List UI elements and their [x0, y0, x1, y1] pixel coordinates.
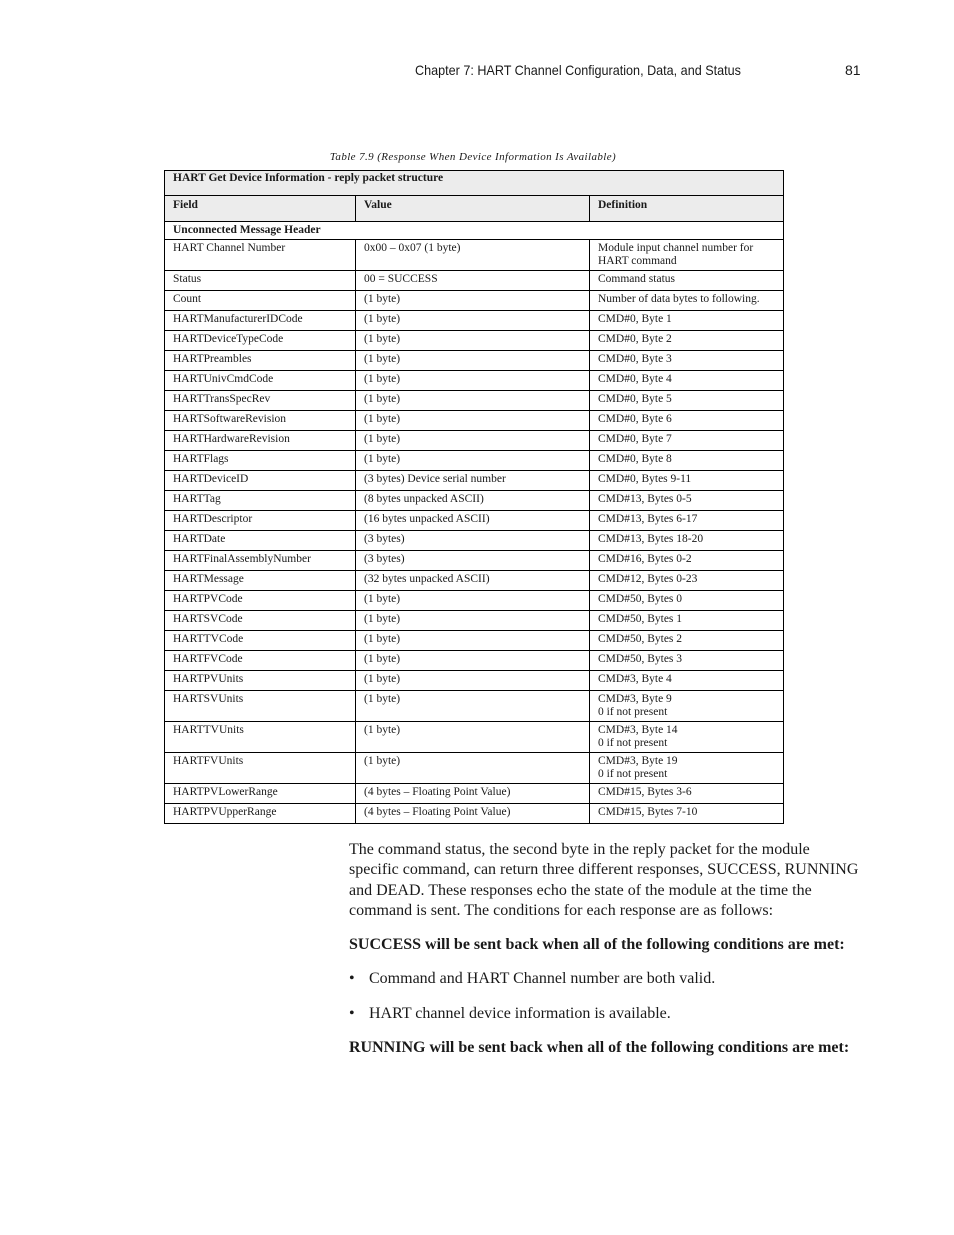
column-header-value: Value	[356, 196, 590, 222]
cell-definition	[590, 351, 784, 371]
table-row	[165, 804, 784, 824]
table-header-row	[165, 196, 784, 222]
cell-value: (3 bytes) Device serial number	[356, 471, 590, 491]
reply-packet-table	[164, 170, 784, 824]
cell-definition	[590, 451, 784, 471]
table-row	[165, 551, 784, 571]
cell-field: HARTDeviceID	[165, 471, 356, 491]
cell-value: 0x00 – 0x07 (1 byte)	[356, 240, 590, 271]
cell-value: 00 = SUCCESS	[356, 271, 590, 291]
definition-text: CMD#12, Bytes 0-23	[598, 573, 698, 585]
table-row	[165, 722, 784, 753]
table-row	[165, 591, 784, 611]
table-title-row	[165, 171, 784, 196]
cell-value: (1 byte)	[356, 691, 590, 722]
cell-field: HARTDate	[165, 531, 356, 551]
running-heading: RUNNING will be sent back when all of the following conditions are met:	[349, 1039, 850, 1057]
table-row	[165, 753, 784, 784]
cell-field: HARTFlags	[165, 451, 356, 471]
cell-definition	[590, 671, 784, 691]
definition-text: CMD#13, Bytes 18-20	[598, 533, 704, 545]
definition-text: CMD#0, Byte 5	[598, 393, 672, 405]
cell-value: (1 byte)	[356, 722, 590, 753]
table-row	[165, 611, 784, 631]
definition-text: CMD#0, Bytes 9-11	[598, 473, 692, 485]
cell-value: (4 bytes – Floating Point Value)	[356, 804, 590, 824]
intro-paragraph: The command status, the second byte in the reply packet for the module specific command, can return three different responses, SUCCESS, RUNNING and DEAD. These responses echo the state of the module at the time the command is sent. The conditions for each response are as follows:	[349, 841, 859, 919]
table-row	[165, 631, 784, 651]
cell-value: (1 byte)	[356, 371, 590, 391]
cell-definition	[590, 611, 784, 631]
table-row	[165, 471, 784, 491]
definition-text: CMD#50, Bytes 3	[598, 653, 683, 665]
cell-field: HARTSVCode	[165, 611, 356, 631]
cell-definition	[590, 240, 784, 271]
cell-definition	[590, 804, 784, 824]
cell-value: (32 bytes unpacked ASCII)	[356, 571, 590, 591]
cell-value: (1 byte)	[356, 351, 590, 371]
cell-value: (1 byte)	[356, 411, 590, 431]
definition-text: CMD#3, Byte 14	[598, 724, 678, 736]
running-header-chapter: Chapter 7: HART Channel Configuration, Data, and Status	[415, 62, 741, 78]
cell-definition	[590, 371, 784, 391]
cell-field: HARTPVUnits	[165, 671, 356, 691]
definition-text: CMD#15, Bytes 3-6	[598, 786, 692, 798]
cell-field: Status	[165, 271, 356, 291]
definition-text: CMD#0, Byte 4	[598, 373, 672, 385]
table-row	[165, 271, 784, 291]
definition-text: Command status	[598, 273, 675, 285]
cell-value: (1 byte)	[356, 753, 590, 784]
cell-field: HARTPVUpperRange	[165, 804, 356, 824]
cell-field: HARTFVCode	[165, 651, 356, 671]
cell-value: (1 byte)	[356, 671, 590, 691]
table-row	[165, 491, 784, 511]
cell-value: (1 byte)	[356, 631, 590, 651]
definition-text: CMD#0, Byte 6	[598, 413, 672, 425]
cell-field: HARTDescriptor	[165, 511, 356, 531]
cell-definition	[590, 631, 784, 651]
cell-definition	[590, 511, 784, 531]
cell-field: HARTSoftwareRevision	[165, 411, 356, 431]
cell-value: (16 bytes unpacked ASCII)	[356, 511, 590, 531]
page-number: 81	[845, 62, 861, 78]
bullet-symbol: •	[349, 970, 355, 988]
table-row	[165, 691, 784, 722]
definition-text: CMD#50, Bytes 1	[598, 613, 683, 625]
cell-definition	[590, 691, 784, 722]
cell-value: (1 byte)	[356, 451, 590, 471]
definition-note: 0 if not present	[598, 737, 668, 749]
cell-field: HARTPVCode	[165, 591, 356, 611]
bullet-text: Command and HART Channel number are both valid.	[369, 970, 716, 988]
cell-definition	[590, 784, 784, 804]
cell-definition	[590, 471, 784, 491]
cell-value: (1 byte)	[356, 291, 590, 311]
bullet-item	[349, 1004, 861, 1024]
definition-text: Number of data bytes to following.	[598, 293, 760, 305]
cell-definition	[590, 271, 784, 291]
cell-definition	[590, 411, 784, 431]
bullet-text: HART channel device information is available.	[369, 1004, 671, 1022]
cell-value: (1 byte)	[356, 611, 590, 631]
cell-field: HARTManufacturerIDCode	[165, 311, 356, 331]
cell-value: (1 byte)	[356, 431, 590, 451]
cell-field: HARTUnivCmdCode	[165, 371, 356, 391]
cell-field: HARTPVLowerRange	[165, 784, 356, 804]
cell-value: (1 byte)	[356, 331, 590, 351]
definition-text: CMD#0, Byte 2	[598, 333, 672, 345]
definition-text: CMD#0, Byte 1	[598, 313, 672, 325]
cell-field: HARTMessage	[165, 571, 356, 591]
table-row	[165, 331, 784, 351]
cell-value: (1 byte)	[356, 391, 590, 411]
cell-value: (1 byte)	[356, 591, 590, 611]
cell-value: (4 bytes – Floating Point Value)	[356, 784, 590, 804]
definition-text: CMD#0, Byte 8	[598, 453, 672, 465]
table-row	[165, 531, 784, 551]
cell-field: HARTTVUnits	[165, 722, 356, 753]
section-row	[165, 222, 784, 240]
success-heading: SUCCESS will be sent back when all of the following conditions are met:	[349, 936, 845, 954]
cell-value: (8 bytes unpacked ASCII)	[356, 491, 590, 511]
cell-value: (3 bytes)	[356, 531, 590, 551]
cell-field: HARTPreambles	[165, 351, 356, 371]
cell-definition	[590, 431, 784, 451]
cell-field: HARTFinalAssemblyNumber	[165, 551, 356, 571]
section-label: Unconnected Message Header	[165, 222, 784, 240]
cell-value: (1 byte)	[356, 311, 590, 331]
definition-text: CMD#13, Bytes 0-5	[598, 493, 692, 505]
cell-definition	[590, 591, 784, 611]
cell-field: HART Channel Number	[165, 240, 356, 271]
cell-field: HARTFVUnits	[165, 753, 356, 784]
bullet-item	[349, 969, 861, 989]
definition-text: CMD#16, Bytes 0-2	[598, 553, 692, 565]
body-text	[349, 840, 861, 1072]
table-row	[165, 671, 784, 691]
cell-field: HARTTransSpecRev	[165, 391, 356, 411]
table-row	[165, 411, 784, 431]
definition-text: Module input channel number for HART command	[598, 242, 754, 267]
table-row	[165, 451, 784, 471]
cell-definition	[590, 531, 784, 551]
definition-text: CMD#15, Bytes 7-10	[598, 806, 698, 818]
cell-definition	[590, 551, 784, 571]
table-row	[165, 371, 784, 391]
table-row	[165, 571, 784, 591]
cell-value: (3 bytes)	[356, 551, 590, 571]
column-header-definition: Definition	[590, 196, 784, 222]
table-row	[165, 391, 784, 411]
cell-definition	[590, 491, 784, 511]
definition-text: CMD#0, Byte 7	[598, 433, 672, 445]
table-row	[165, 431, 784, 451]
definition-text: CMD#13, Bytes 6-17	[598, 513, 698, 525]
definition-text: CMD#0, Byte 3	[598, 353, 672, 365]
definition-text: CMD#3, Byte 4	[598, 673, 672, 685]
cell-definition	[590, 571, 784, 591]
table-row	[165, 511, 784, 531]
cell-value: (1 byte)	[356, 651, 590, 671]
cell-definition	[590, 753, 784, 784]
definition-text: CMD#3, Byte 9	[598, 693, 672, 705]
table-row	[165, 240, 784, 271]
table-row	[165, 311, 784, 331]
cell-definition	[590, 291, 784, 311]
definition-note: 0 if not present	[598, 768, 668, 780]
cell-field: HARTHardwareRevision	[165, 431, 356, 451]
table-row	[165, 351, 784, 371]
cell-definition	[590, 311, 784, 331]
cell-field: HARTSVUnits	[165, 691, 356, 722]
definition-text: CMD#50, Bytes 0	[598, 593, 683, 605]
cell-definition	[590, 391, 784, 411]
cell-field: HARTDeviceTypeCode	[165, 331, 356, 351]
table-caption: Table 7.9 (Response When Device Information Is Available)	[329, 151, 617, 163]
column-header-field: Field	[165, 196, 356, 222]
table-row	[165, 291, 784, 311]
table-row	[165, 651, 784, 671]
table-title: HART Get Device Information - reply packet structure	[165, 171, 784, 196]
cell-definition	[590, 331, 784, 351]
cell-field: HARTTVCode	[165, 631, 356, 651]
cell-definition	[590, 651, 784, 671]
cell-field: HARTTag	[165, 491, 356, 511]
cell-field: Count	[165, 291, 356, 311]
table-row	[165, 784, 784, 804]
bullet-symbol: •	[349, 1004, 355, 1022]
definition-note: 0 if not present	[598, 706, 668, 718]
cell-definition	[590, 722, 784, 753]
definition-text: CMD#50, Bytes 2	[598, 633, 683, 645]
definition-text: CMD#3, Byte 19	[598, 755, 678, 767]
